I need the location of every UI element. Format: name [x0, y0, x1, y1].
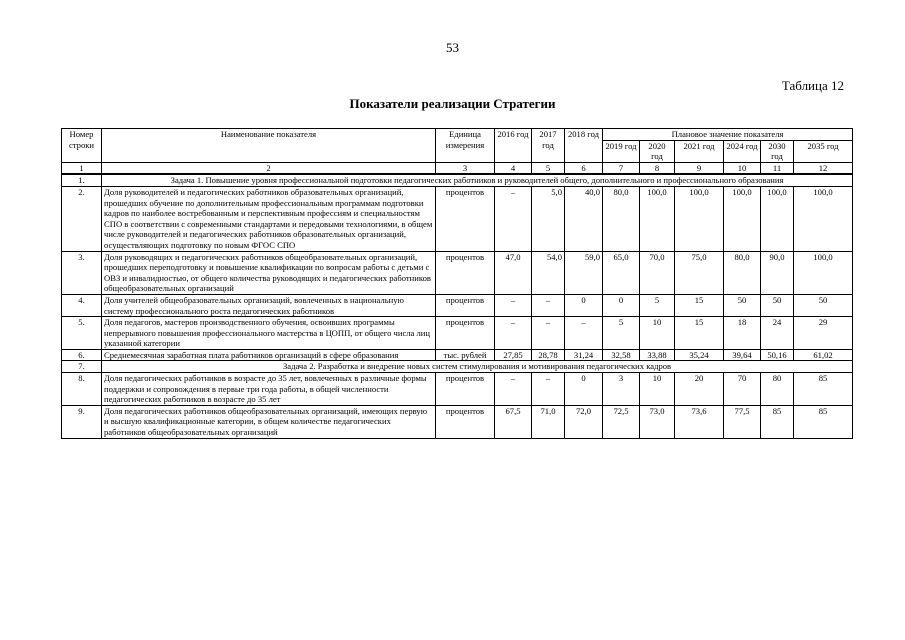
value-2016: – — [495, 373, 532, 406]
row-number: 3. — [62, 251, 102, 294]
unit-cell: процентов — [436, 294, 495, 316]
value-2035: 85 — [794, 405, 853, 438]
header-year-2035: 2035 год — [794, 140, 853, 162]
value-2016: – — [495, 294, 532, 316]
value-2030: 24 — [761, 317, 794, 350]
table-row — [62, 317, 853, 350]
indicators-table — [61, 128, 853, 439]
value-2018: 72,0 — [565, 405, 603, 438]
column-number: 7 — [603, 162, 640, 174]
column-number: 6 — [565, 162, 603, 174]
value-2035: 85 — [794, 373, 853, 406]
value-2017: – — [532, 294, 565, 316]
row-number: 1. — [62, 174, 102, 186]
header-year-2018: 2018 год — [565, 129, 603, 163]
column-number: 11 — [761, 162, 794, 174]
value-2016: 27,85 — [495, 349, 532, 361]
value-2019: 80,0 — [603, 186, 640, 251]
indicator-name: Доля педагогических работников общеобразовательных организаций, имеющих первую и высшую квалификационные категории, в общем количестве педагогических работников общеобразовательных организаций — [102, 405, 436, 438]
indicator-name: Доля руководителей и педагогических работников образовательных организаций, прошедших обучение по дополнительным профессиональным программам подготовки кадров по наиболее востребованным и перспективным профессиям и специальностям СПО в соответствии с современными стандартами и передовыми технологиями, в общем числе руководителей и педагогических работников образовательных организаций, осуществляющих подготовку по новым ФГОС СПО — [102, 186, 436, 251]
value-2019: 32,58 — [603, 349, 640, 361]
header-year-2017: 2017 год — [532, 129, 565, 163]
value-2017: 28,78 — [532, 349, 565, 361]
column-number: 8 — [640, 162, 675, 174]
value-2020: 70,0 — [640, 251, 675, 294]
header-planned-value: Плановое значение показателя — [603, 129, 853, 141]
value-2024: 39,64 — [724, 349, 761, 361]
value-2035: 100,0 — [794, 251, 853, 294]
value-2030: 90,0 — [761, 251, 794, 294]
column-number: 5 — [532, 162, 565, 174]
header-row — [62, 129, 853, 141]
value-2020: 10 — [640, 373, 675, 406]
task-row — [62, 174, 853, 186]
value-2018: 40,0 — [565, 186, 603, 251]
value-2024: 50 — [724, 294, 761, 316]
value-2020: 33,88 — [640, 349, 675, 361]
value-2021: 100,0 — [675, 186, 724, 251]
row-number: 2. — [62, 186, 102, 251]
value-2035: 50 — [794, 294, 853, 316]
column-number: 2 — [102, 162, 436, 174]
value-2019: 72,5 — [603, 405, 640, 438]
value-2017: – — [532, 373, 565, 406]
value-2030: 85 — [761, 405, 794, 438]
column-number: 9 — [675, 162, 724, 174]
header-year-2021: 2021 год — [675, 140, 724, 162]
table-row — [62, 251, 853, 294]
value-2021: 75,0 — [675, 251, 724, 294]
value-2016: – — [495, 186, 532, 251]
value-2017: 54,0 — [532, 251, 565, 294]
value-2018: 59,0 — [565, 251, 603, 294]
document-title: Показатели реализации Стратегии — [349, 96, 556, 111]
task-title: Задача 1. Повышение уровня профессиональной подготовки педагогических работников и руководителей общего, дополнительного и профессионального образования — [102, 174, 853, 186]
table-label: Таблица 12 — [781, 78, 844, 93]
value-2035: 100,0 — [794, 186, 853, 251]
indicator-name: Доля учителей общеобразовательных организаций, вовлеченных в национальную систему профессионального роста педагогических работников — [102, 294, 436, 316]
value-2024: 18 — [724, 317, 761, 350]
value-2024: 70 — [724, 373, 761, 406]
value-2021: 20 — [675, 373, 724, 406]
value-2020: 100,0 — [640, 186, 675, 251]
header-indicator-name: Наименование показателя — [102, 129, 436, 163]
table-row — [62, 373, 853, 406]
value-2017: – — [532, 317, 565, 350]
header-year-2030: 2030 год — [761, 140, 794, 162]
row-number: 7. — [62, 361, 102, 373]
value-2017: 71,0 — [532, 405, 565, 438]
page-number: 53 — [446, 40, 459, 55]
unit-cell: процентов — [436, 186, 495, 251]
value-2021: 15 — [675, 317, 724, 350]
value-2030: 100,0 — [761, 186, 794, 251]
column-number-row — [62, 162, 853, 174]
column-number: 12 — [794, 162, 853, 174]
value-2024: 100,0 — [724, 186, 761, 251]
value-2035: 29 — [794, 317, 853, 350]
value-2018: – — [565, 317, 603, 350]
value-2019: 5 — [603, 317, 640, 350]
value-2021: 73,6 — [675, 405, 724, 438]
header-year-2020: 2020 год — [640, 140, 675, 162]
column-number: 1 — [62, 162, 102, 174]
indicator-name: Доля педагогов, мастеров производственного обучения, освоивших программы непрерывного повышения профессионального мастерства в ЦОПП, от общего числа лиц указанной категории — [102, 317, 436, 350]
unit-cell: процентов — [436, 317, 495, 350]
value-2020: 10 — [640, 317, 675, 350]
indicator-name: Среднемесячная заработная плата работников организаций в сфере образования — [102, 349, 436, 361]
value-2035: 61,02 — [794, 349, 853, 361]
value-2016: 47,0 — [495, 251, 532, 294]
value-2018: 0 — [565, 373, 603, 406]
row-number: 8. — [62, 373, 102, 406]
value-2024: 80,0 — [724, 251, 761, 294]
column-number: 10 — [724, 162, 761, 174]
value-2030: 50,16 — [761, 349, 794, 361]
value-2016: 67,5 — [495, 405, 532, 438]
value-2016: – — [495, 317, 532, 350]
value-2020: 5 — [640, 294, 675, 316]
task-title: Задача 2. Разработка и внедрение новых систем стимулирования и мотивирования педагогических кадров — [102, 361, 853, 373]
task-row — [62, 361, 853, 373]
table-row — [62, 186, 853, 251]
header-year-2024: 2024 год — [724, 140, 761, 162]
row-number: 9. — [62, 405, 102, 438]
row-number: 4. — [62, 294, 102, 316]
value-2019: 3 — [603, 373, 640, 406]
value-2019: 65,0 — [603, 251, 640, 294]
indicator-name: Доля руководящих и педагогических работников общеобразовательных организаций, прошедших переподготовку и повышение квалификации по вопросам работы с детьми с ОВЗ и инвалидностью, от общего количества руководящих и педагогических работников общеобразовательных организаций — [102, 251, 436, 294]
header-unit: Единица измерения — [436, 129, 495, 163]
header-year-2016: 2016 год — [495, 129, 532, 163]
table-row — [62, 294, 853, 316]
value-2019: 0 — [603, 294, 640, 316]
value-2030: 80 — [761, 373, 794, 406]
value-2021: 15 — [675, 294, 724, 316]
table-row — [62, 349, 853, 361]
value-2024: 77,5 — [724, 405, 761, 438]
unit-cell: процентов — [436, 373, 495, 406]
unit-cell: тыс. рублей — [436, 349, 495, 361]
indicator-name: Доля педагогических работников в возрасте до 35 лет, вовлеченных в различные формы поддержки и сопровождения в первые три года работы, в общей численности педагогических работников в возрасте до 35 лет — [102, 373, 436, 406]
header-year-2019: 2019 год — [603, 140, 640, 162]
unit-cell: процентов — [436, 405, 495, 438]
value-2017: 5,0 — [532, 186, 565, 251]
value-2020: 73,0 — [640, 405, 675, 438]
row-number: 6. — [62, 349, 102, 361]
value-2018: 31,24 — [565, 349, 603, 361]
column-number: 4 — [495, 162, 532, 174]
value-2030: 50 — [761, 294, 794, 316]
value-2021: 35,24 — [675, 349, 724, 361]
value-2018: 0 — [565, 294, 603, 316]
column-number: 3 — [436, 162, 495, 174]
unit-cell: процентов — [436, 251, 495, 294]
header-row-number: Номер строки — [62, 129, 102, 163]
table-row — [62, 405, 853, 438]
row-number: 5. — [62, 317, 102, 350]
